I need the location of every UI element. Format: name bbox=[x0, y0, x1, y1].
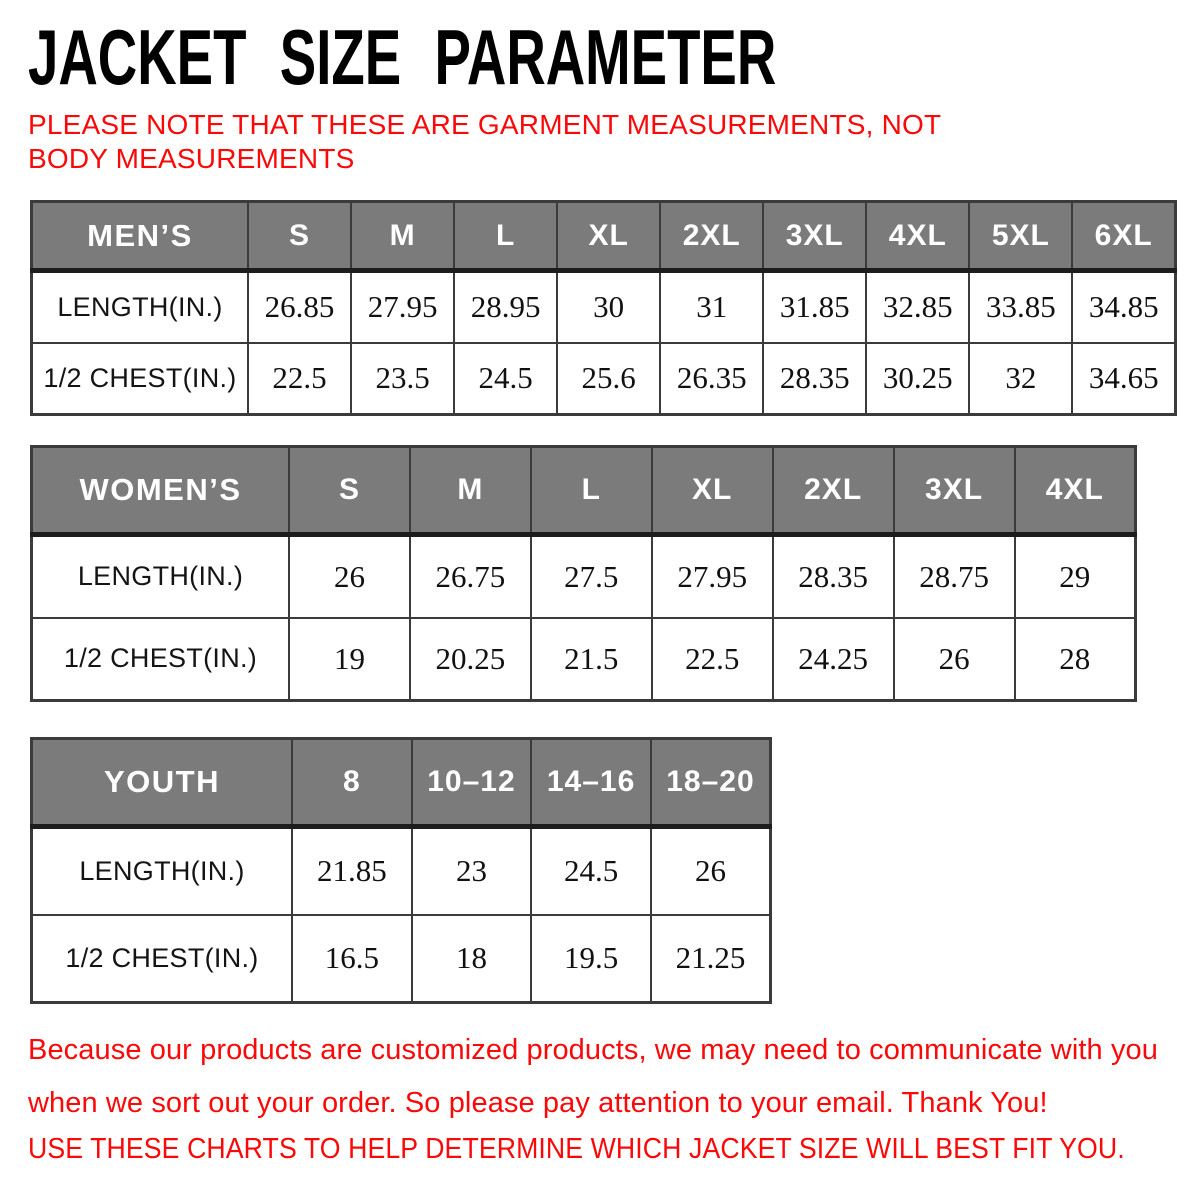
youth-value-cell: 24.5 bbox=[531, 827, 651, 915]
mens-value-cell: 23.5 bbox=[351, 343, 454, 415]
mens-size-header: XL bbox=[557, 202, 660, 271]
mens-header-row bbox=[32, 202, 1176, 271]
youth-size-header: 10–12 bbox=[412, 739, 532, 827]
mens-row-label: 1/2 CHEST(IN.) bbox=[32, 343, 249, 415]
womens-value-cell: 26 bbox=[894, 618, 1015, 701]
womens-value-cell: 20.25 bbox=[410, 618, 531, 701]
mens-size-header: L bbox=[454, 202, 557, 271]
womens-row-label: 1/2 CHEST(IN.) bbox=[32, 618, 290, 701]
womens-size-header: 4XL bbox=[1015, 447, 1136, 535]
womens-size-table bbox=[30, 445, 1137, 702]
youth-size-table bbox=[30, 737, 772, 1004]
youth-header-row bbox=[32, 739, 771, 827]
mens-value-cell: 32.85 bbox=[866, 271, 969, 343]
womens-size-header: XL bbox=[652, 447, 773, 535]
womens-value-cell: 22.5 bbox=[652, 618, 773, 701]
womens-value-cell: 27.5 bbox=[531, 535, 652, 618]
womens-value-cell: 21.5 bbox=[531, 618, 652, 701]
womens-header-row bbox=[32, 447, 1136, 535]
mens-size-table bbox=[30, 200, 1177, 416]
womens-size-header: 3XL bbox=[894, 447, 1015, 535]
mens-value-cell: 25.6 bbox=[557, 343, 660, 415]
womens-measurement-row bbox=[32, 618, 1136, 701]
youth-value-cell: 18 bbox=[412, 915, 532, 1003]
youth-row-label: LENGTH(IN.) bbox=[32, 827, 293, 915]
youth-value-cell: 21.85 bbox=[292, 827, 412, 915]
mens-value-cell: 28.35 bbox=[763, 343, 866, 415]
womens-size-header: S bbox=[289, 447, 410, 535]
mens-measurement-row bbox=[32, 271, 1176, 343]
customization-notice: Because our products are customized products, we may need to communicate with you when we sort out your order. So please pay attention to your email. Thank You! bbox=[28, 1034, 1158, 1120]
womens-value-cell: 24.25 bbox=[773, 618, 894, 701]
womens-size-header: L bbox=[531, 447, 652, 535]
youth-size-header: 14–16 bbox=[531, 739, 651, 827]
garment-measurement-note: PLEASE NOTE THAT THESE ARE GARMENT MEASUREMENTS, NOT BODY MEASUREMENTS bbox=[28, 109, 941, 175]
womens-value-cell: 28 bbox=[1015, 618, 1136, 701]
mens-value-cell: 30.25 bbox=[866, 343, 969, 415]
usage-instruction: USE THESE CHARTS TO HELP DETERMINE WHICH JACKET SIZE WILL BEST FIT YOU. bbox=[28, 1133, 1125, 1165]
womens-value-cell: 27.95 bbox=[652, 535, 773, 618]
mens-size-header: 4XL bbox=[866, 202, 969, 271]
mens-value-cell: 30 bbox=[557, 271, 660, 343]
womens-value-cell: 28.35 bbox=[773, 535, 894, 618]
mens-value-cell: 31.85 bbox=[763, 271, 866, 343]
youth-size-header: 18–20 bbox=[651, 739, 771, 827]
youth-value-cell: 23 bbox=[412, 827, 532, 915]
mens-value-cell: 24.5 bbox=[454, 343, 557, 415]
youth-size-header: 8 bbox=[292, 739, 412, 827]
page-title: JACKET SIZE PARAMETER bbox=[28, 13, 777, 101]
womens-value-cell: 19 bbox=[289, 618, 410, 701]
womens-value-cell: 28.75 bbox=[894, 535, 1015, 618]
womens-size-header: M bbox=[410, 447, 531, 535]
mens-value-cell: 26.85 bbox=[248, 271, 351, 343]
womens-value-cell: 26 bbox=[289, 535, 410, 618]
mens-table-label: MEN’S bbox=[32, 202, 249, 271]
mens-size-header: M bbox=[351, 202, 454, 271]
mens-size-header: 3XL bbox=[763, 202, 866, 271]
mens-row-label: LENGTH(IN.) bbox=[32, 271, 249, 343]
mens-value-cell: 22.5 bbox=[248, 343, 351, 415]
mens-value-cell: 28.95 bbox=[454, 271, 557, 343]
womens-row-label: LENGTH(IN.) bbox=[32, 535, 290, 618]
womens-value-cell: 29 bbox=[1015, 535, 1136, 618]
mens-measurement-row bbox=[32, 343, 1176, 415]
mens-value-cell: 33.85 bbox=[969, 271, 1072, 343]
mens-value-cell: 32 bbox=[969, 343, 1072, 415]
mens-size-header: S bbox=[248, 202, 351, 271]
womens-value-cell: 26.75 bbox=[410, 535, 531, 618]
mens-value-cell: 34.65 bbox=[1072, 343, 1175, 415]
youth-row-label: 1/2 CHEST(IN.) bbox=[32, 915, 293, 1003]
youth-value-cell: 26 bbox=[651, 827, 771, 915]
womens-size-header: 2XL bbox=[773, 447, 894, 535]
youth-value-cell: 16.5 bbox=[292, 915, 412, 1003]
mens-size-header: 5XL bbox=[969, 202, 1072, 271]
youth-measurement-row bbox=[32, 915, 771, 1003]
mens-value-cell: 31 bbox=[660, 271, 763, 343]
youth-value-cell: 21.25 bbox=[651, 915, 771, 1003]
womens-table-label: WOMEN’S bbox=[32, 447, 290, 535]
womens-measurement-row bbox=[32, 535, 1136, 618]
mens-value-cell: 26.35 bbox=[660, 343, 763, 415]
youth-value-cell: 19.5 bbox=[531, 915, 651, 1003]
mens-value-cell: 27.95 bbox=[351, 271, 454, 343]
mens-size-header: 6XL bbox=[1072, 202, 1175, 271]
youth-measurement-row bbox=[32, 827, 771, 915]
mens-size-header: 2XL bbox=[660, 202, 763, 271]
mens-value-cell: 34.85 bbox=[1072, 271, 1175, 343]
youth-table-label: YOUTH bbox=[32, 739, 293, 827]
